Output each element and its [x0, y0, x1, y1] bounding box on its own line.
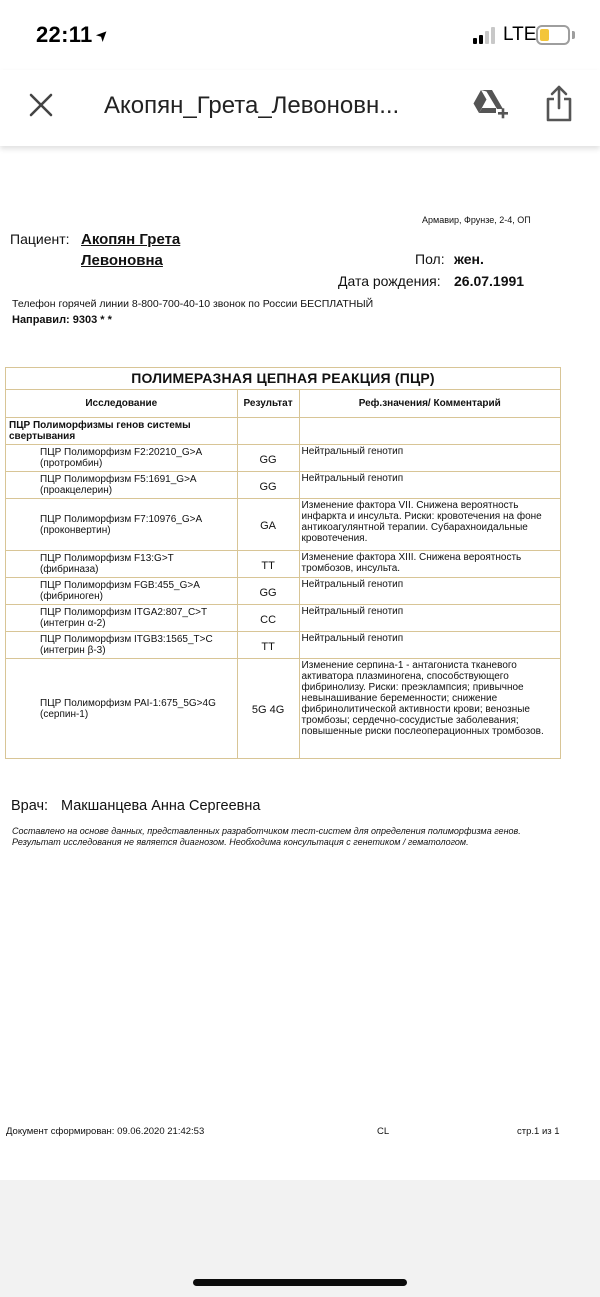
sex-label: Пол:: [415, 251, 445, 267]
battery-icon: [536, 25, 570, 45]
sex-value: жен.: [454, 251, 484, 267]
referred-by: Направил: 9303 * *: [12, 314, 112, 326]
table-row: [6, 445, 561, 472]
patient-label: Пациент:: [10, 231, 70, 247]
ref-cell: Нейтральный генотип: [299, 472, 560, 499]
result-cell: GA: [237, 499, 299, 551]
table-row: [6, 659, 561, 759]
document-title: Акопян_Грета_Левоновн...: [104, 92, 400, 119]
study-cell: ПЦР Полиморфизм PAI-1:675_5G>4G (серпин-1): [6, 659, 238, 759]
table-title: ПОЛИМЕРАЗНАЯ ЦЕПНАЯ РЕАКЦИЯ (ПЦР): [6, 368, 561, 390]
ref-cell: Изменение фактора XIII. Снижена вероятность тромбозов, инсульта.: [299, 551, 560, 578]
pcr-results-table: [5, 367, 561, 759]
lab-address: Армавир, Фрунзе, 2-4, ОП: [422, 215, 531, 225]
study-cell: ПЦР Полиморфизм ITGB3:1565_T>C (интегрин β-3): [6, 632, 238, 659]
result-cell: GG: [237, 472, 299, 499]
add-to-drive-icon: [470, 86, 510, 122]
result-cell: TT: [237, 632, 299, 659]
clock-text: 22:11: [36, 22, 93, 47]
document-page[interactable]: [0, 146, 600, 1180]
table-row: [6, 499, 561, 551]
add-to-drive-button[interactable]: [470, 86, 510, 122]
header-study: Исследование: [6, 390, 238, 418]
table-header-row: [6, 390, 561, 418]
ref-cell: Нейтральный генотип: [299, 578, 560, 605]
dob-label: Дата рождения:: [338, 273, 441, 289]
result-cell: TT: [237, 551, 299, 578]
page-counter: стр.1 из 1: [517, 1126, 560, 1137]
ref-cell: Изменение фактора VII. Снижена вероятность инфаркта и инсульта. Риски: кровотечения на фоне антикоагулянтной терапии. Субарахноидальные кровотечения.: [299, 499, 560, 551]
study-cell: ПЦР Полиморфизм F13:G>T (фибриназа): [6, 551, 238, 578]
group-empty-cell: [237, 418, 299, 445]
footer-code: CL: [377, 1126, 390, 1137]
signal-strength-icon: [473, 27, 499, 44]
disclaimer-text: Составлено на основе данных, представленных разработчиком тест-систем для определения полиморфизма генов. Результат исследования не является диагнозом. Необходима консультация с генетиком / гематологом.: [12, 826, 521, 847]
home-indicator[interactable]: [193, 1279, 407, 1286]
table-row: [6, 632, 561, 659]
location-arrow-icon: ➤: [91, 24, 113, 46]
study-cell: ПЦР Полиморфизм F5:1691_G>A (проакцелерин): [6, 472, 238, 499]
group-row: [6, 418, 561, 445]
table-row: [6, 578, 561, 605]
status-time: [36, 22, 113, 48]
status-bar: [0, 0, 600, 70]
table-row: [6, 605, 561, 632]
table-row: [6, 551, 561, 578]
close-button[interactable]: [26, 90, 56, 120]
table-title-row: [6, 368, 561, 390]
dob-value: 26.07.1991: [454, 273, 525, 289]
hotline-text: Телефон горячей линии 8-800-700-40-10 звонок по России БЕСПЛАТНЫЙ: [12, 298, 374, 310]
share-button[interactable]: [543, 84, 575, 124]
group-title: ПЦР Полиморфизмы генов системы свертывания: [6, 418, 238, 445]
header-result: Результат: [237, 390, 299, 418]
ref-cell: Изменение серпина-1 - антагониста тканевого активатора плазминогена, способствующего фибринолизу. Риски: преэклампсия; привычное невынашивание беременности; снижение фибринолитической активности крови; венозные тромбозы; сердечно-сосудистые заболевания; повышенные риски послеоперационных тромбозов.: [299, 659, 560, 759]
patient-name: Акопян Грета Левоновна: [81, 231, 181, 269]
share-icon: [543, 84, 575, 124]
ref-cell: Нейтральный генотип: [299, 632, 560, 659]
table-row: [6, 472, 561, 499]
generated-timestamp: Документ сформирован: 09.06.2020 21:42:53: [6, 1126, 205, 1137]
ref-cell: Нейтральный генотип: [299, 445, 560, 472]
viewer-header: [0, 70, 600, 146]
result-cell: GG: [237, 578, 299, 605]
doctor-label: Врач:: [11, 798, 49, 814]
study-cell: ПЦР Полиморфизм F7:10976_G>A (проконвертин): [6, 499, 238, 551]
ref-cell: Нейтральный генотип: [299, 605, 560, 632]
result-cell: GG: [237, 445, 299, 472]
result-cell: CC: [237, 605, 299, 632]
battery-tip: [572, 31, 575, 39]
study-cell: ПЦР Полиморфизм FGB:455_G>A (фибриноген): [6, 578, 238, 605]
study-cell: ПЦР Полиморфизм F2:20210_G>A (протромбин): [6, 445, 238, 472]
result-cell: 5G 4G: [237, 659, 299, 759]
header-ref: Реф.значения/ Комментарий: [299, 390, 560, 418]
doctor-name: Макшанцева Анна Сергеевна: [61, 798, 261, 814]
group-empty-cell: [299, 418, 560, 445]
study-cell: ПЦР Полиморфизм ITGA2:807_C>T (интегрин α-2): [6, 605, 238, 632]
close-icon: [26, 90, 56, 120]
network-type: LTE: [503, 24, 537, 45]
